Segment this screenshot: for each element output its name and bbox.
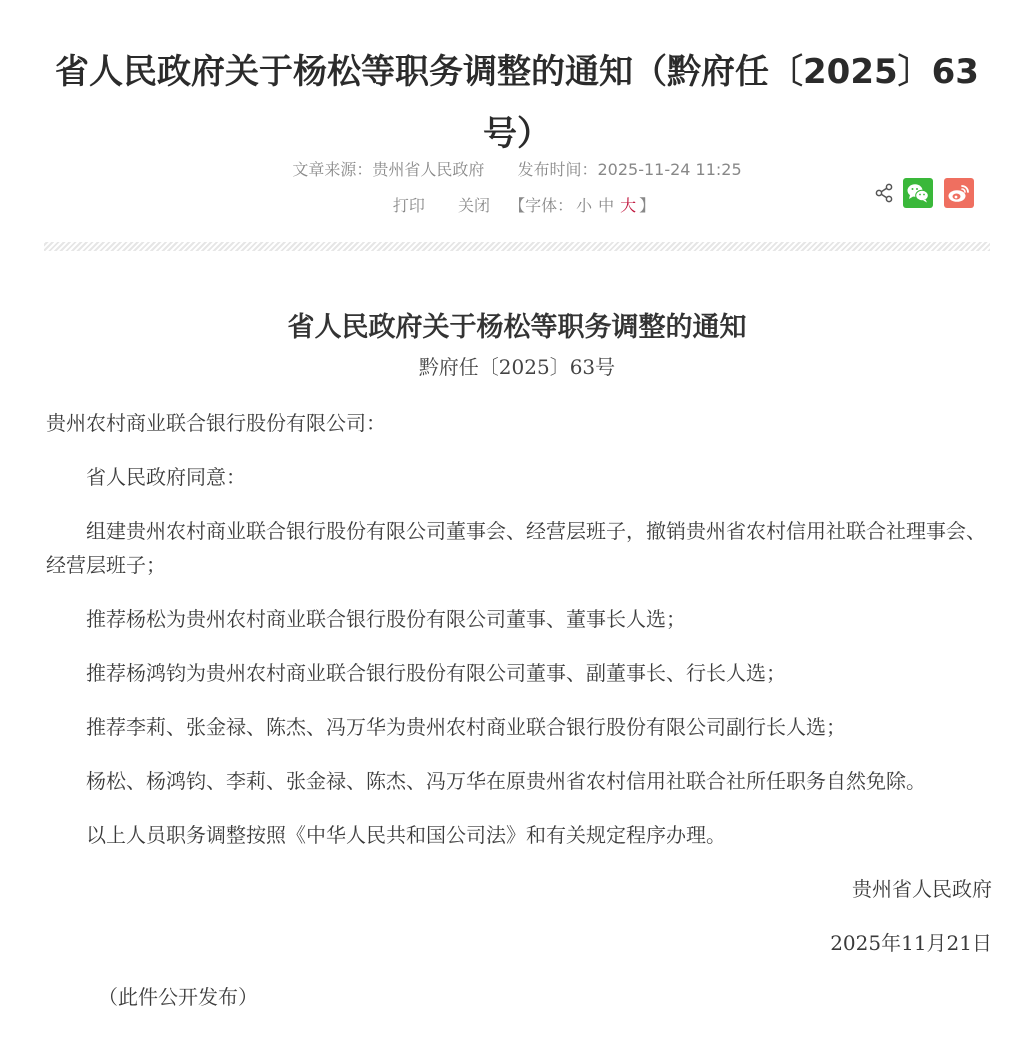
document-heading: 省人民政府关于杨松等职务调整的通知 <box>287 312 747 344</box>
document-body <box>46 406 992 1034</box>
font-size-small[interactable]: 小 <box>576 196 593 215</box>
publish-label: 发布时间： <box>517 160 598 179</box>
source-info <box>292 160 484 179</box>
weibo-share-button[interactable] <box>944 178 974 208</box>
paragraph: 推荐杨松为贵州农村商业联合银行股份有限公司董事、董事长人选； <box>86 607 686 631</box>
wechat-icon <box>906 182 930 204</box>
paragraph: 推荐杨鸿钧为贵州农村商业联合银行股份有限公司董事、副董事长、行长人选； <box>86 661 786 685</box>
addressee: 贵州农村商业联合银行股份有限公司： <box>46 411 386 435</box>
page-title: 省人民政府关于杨松等职务调整的通知（黔府任〔2025〕63号） <box>55 51 979 154</box>
paragraph: 组建贵州农村商业联合银行股份有限公司董事会、经营层班子，撤销贵州省农村信用社联合社理事会、经营层班子； <box>46 519 986 577</box>
paragraph: 以上人员职务调整按照《中华人民共和国公司法》和有关规定程序办理。 <box>86 823 726 847</box>
hatched-divider <box>44 242 990 251</box>
share-icon[interactable] <box>873 182 895 204</box>
publish-time: 2025-11-24 11:25 <box>597 160 742 179</box>
font-size-prefix: 【字体： <box>509 196 574 215</box>
wechat-share-button[interactable] <box>903 178 933 208</box>
weibo-icon <box>947 182 971 204</box>
font-size-medium[interactable]: 中 <box>598 196 615 215</box>
paragraph: 杨松、杨鸿钧、李莉、张金禄、陈杰、冯万华在原贵州省农村信用社联合社所任职务自然免除。 <box>86 769 926 793</box>
close-link[interactable]: 关闭 <box>457 196 490 215</box>
share-bar <box>873 178 974 208</box>
paragraph: 省人民政府同意： <box>86 465 246 489</box>
font-size-large[interactable]: 大 <box>620 196 637 215</box>
source-label: 文章来源： <box>292 160 373 179</box>
publication-note: （此件公开发布） <box>98 985 258 1009</box>
print-link[interactable]: 打印 <box>392 196 425 215</box>
document-number: 黔府任〔2025〕63号 <box>418 355 616 379</box>
issue-date: 2025年11月21日 <box>830 931 992 955</box>
issuer-signature: 贵州省人民政府 <box>852 877 992 901</box>
font-size-suffix: 】 <box>639 196 656 215</box>
publish-info <box>517 160 741 179</box>
paragraph: 推荐李莉、张金禄、陈杰、冯万华为贵州农村商业联合银行股份有限公司副行长人选； <box>86 715 846 739</box>
font-size-selector <box>509 196 655 215</box>
source-value: 贵州省人民政府 <box>372 160 485 179</box>
